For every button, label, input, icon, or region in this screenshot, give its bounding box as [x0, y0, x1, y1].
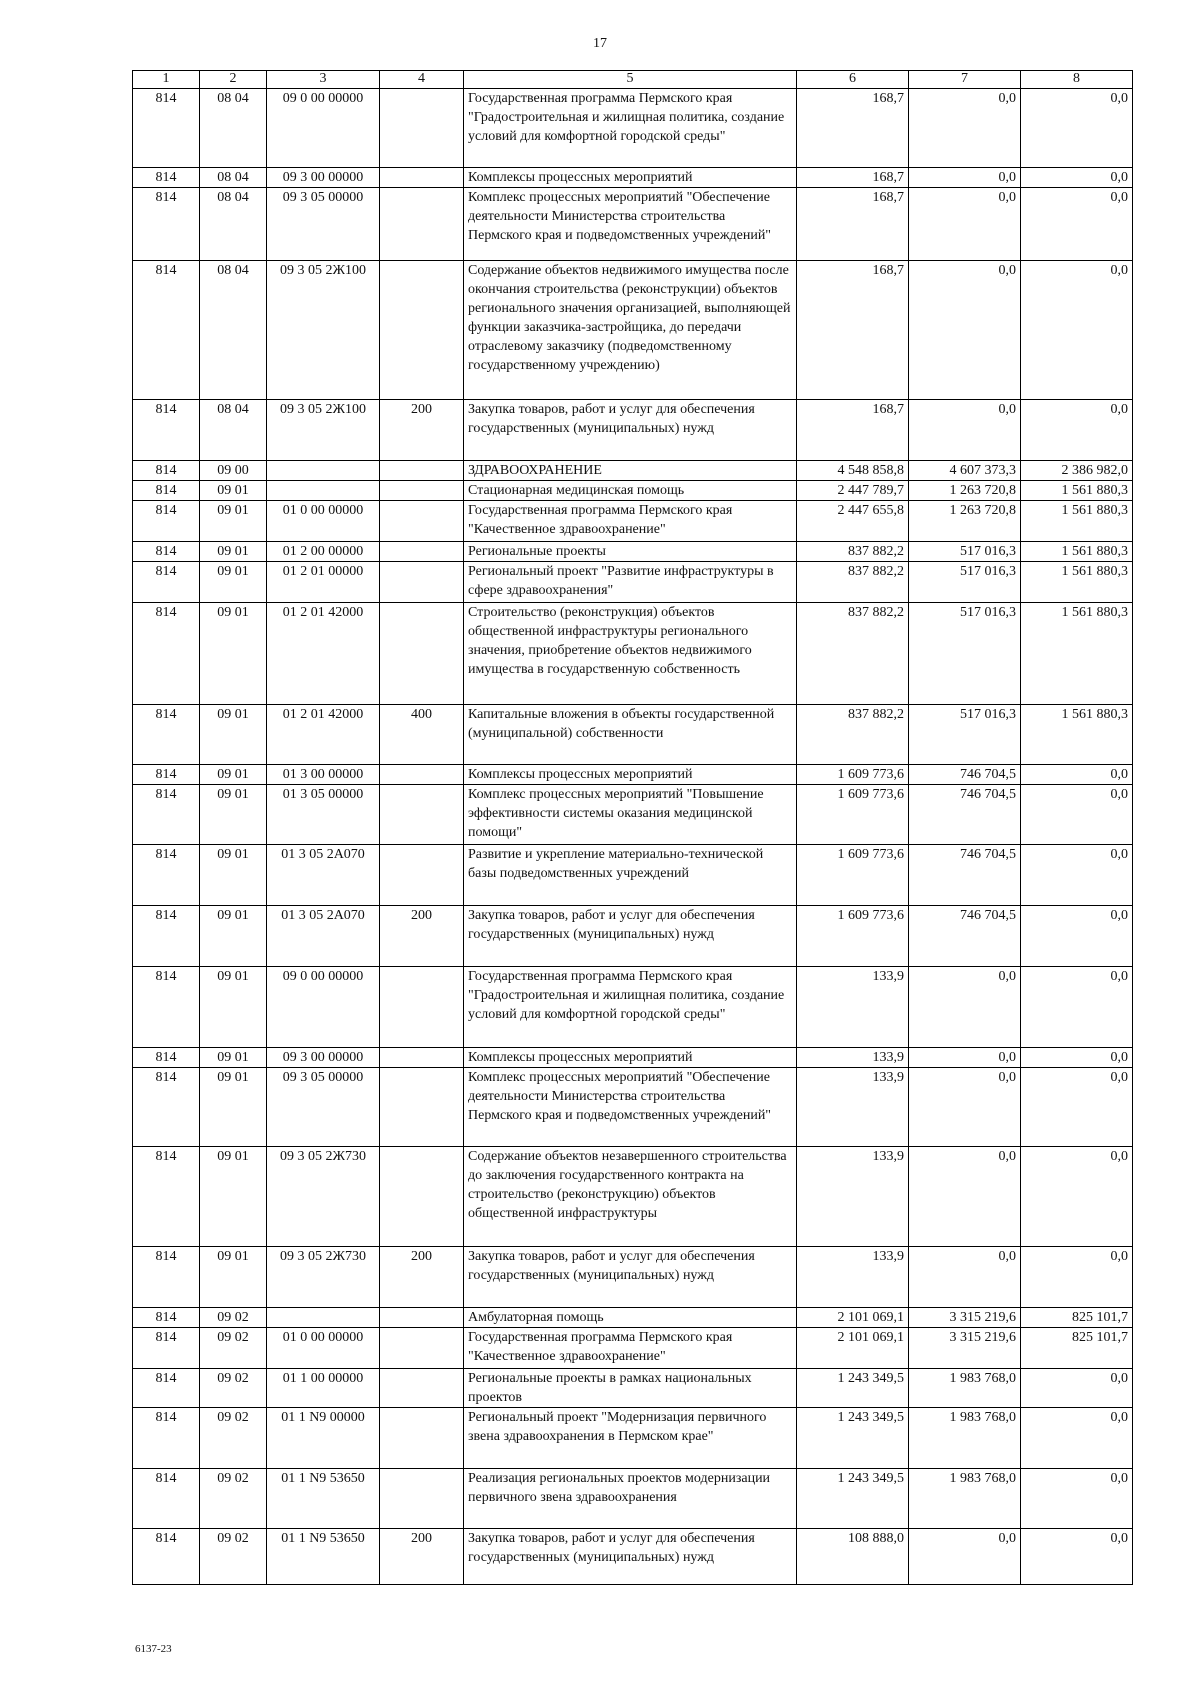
value-col7: 746 704,5 — [909, 845, 1021, 906]
item-name: Амбулаторная помощь — [464, 1308, 797, 1328]
expense-type — [380, 1308, 464, 1328]
section-code: 814 — [133, 188, 200, 261]
value-col8: 0,0 — [1021, 1469, 1133, 1529]
program-code: 09 3 05 2Ж100 — [267, 400, 380, 461]
item-name: Комплексы процессных мероприятий — [464, 168, 797, 188]
value-col7: 0,0 — [909, 400, 1021, 461]
expense-type — [380, 1408, 464, 1469]
item-name: Региональные проекты в рамках национальных проектов — [464, 1369, 797, 1408]
value-col7: 4 607 373,3 — [909, 461, 1021, 481]
item-name: Закупка товаров, работ и услуг для обеспечения государственных (муниципальных) нужд — [464, 400, 797, 461]
document-code: 6137-23 — [135, 1643, 172, 1655]
value-col6: 168,7 — [797, 168, 909, 188]
section-code: 814 — [133, 261, 200, 400]
column-header: 8 — [1021, 71, 1133, 89]
table-row — [133, 481, 1133, 501]
value-col6: 837 882,2 — [797, 705, 909, 765]
table-row — [133, 501, 1133, 542]
value-col6: 1 243 349,5 — [797, 1369, 909, 1408]
item-name: Закупка товаров, работ и услуг для обеспечения государственных (муниципальных) нужд — [464, 906, 797, 967]
value-col8: 1 561 880,3 — [1021, 481, 1133, 501]
subsection-code: 09 02 — [200, 1529, 267, 1585]
value-col7: 1 983 768,0 — [909, 1408, 1021, 1469]
program-code — [267, 481, 380, 501]
table-header-row — [133, 71, 1133, 89]
section-code: 814 — [133, 1369, 200, 1408]
value-col8: 1 561 880,3 — [1021, 603, 1133, 705]
subsection-code: 09 01 — [200, 765, 267, 785]
section-code: 814 — [133, 1247, 200, 1308]
item-name: Закупка товаров, работ и услуг для обеспечения государственных (муниципальных) нужд — [464, 1529, 797, 1585]
subsection-code: 09 01 — [200, 845, 267, 906]
table-row — [133, 400, 1133, 461]
expense-type: 400 — [380, 705, 464, 765]
item-name: Капитальные вложения в объекты государственной (муниципальной) собственности — [464, 705, 797, 765]
expense-type — [380, 188, 464, 261]
section-code: 814 — [133, 542, 200, 562]
value-col6: 168,7 — [797, 89, 909, 168]
value-col8: 0,0 — [1021, 400, 1133, 461]
value-col6: 133,9 — [797, 1048, 909, 1068]
expense-type — [380, 562, 464, 603]
table-row — [133, 1308, 1133, 1328]
value-col7: 0,0 — [909, 1529, 1021, 1585]
column-header: 1 — [133, 71, 200, 89]
expense-type — [380, 542, 464, 562]
column-header: 7 — [909, 71, 1021, 89]
table-row — [133, 705, 1133, 765]
program-code: 01 2 00 00000 — [267, 542, 380, 562]
value-col7: 0,0 — [909, 188, 1021, 261]
program-code: 01 0 00 00000 — [267, 501, 380, 542]
subsection-code: 09 01 — [200, 967, 267, 1048]
subsection-code: 08 04 — [200, 188, 267, 261]
item-name: Государственная программа Пермского края "Качественное здравоохранение" — [464, 1328, 797, 1369]
program-code: 01 2 01 42000 — [267, 603, 380, 705]
value-col8: 825 101,7 — [1021, 1308, 1133, 1328]
value-col8: 0,0 — [1021, 1369, 1133, 1408]
expense-type: 200 — [380, 400, 464, 461]
value-col6: 168,7 — [797, 400, 909, 461]
value-col8: 0,0 — [1021, 1068, 1133, 1147]
program-code: 09 3 05 2Ж730 — [267, 1247, 380, 1308]
subsection-code: 09 01 — [200, 1048, 267, 1068]
section-code: 814 — [133, 765, 200, 785]
value-col7: 0,0 — [909, 261, 1021, 400]
table-row — [133, 461, 1133, 481]
value-col8: 1 561 880,3 — [1021, 705, 1133, 765]
value-col6: 2 447 789,7 — [797, 481, 909, 501]
column-header: 3 — [267, 71, 380, 89]
program-code: 09 3 00 00000 — [267, 1048, 380, 1068]
expense-type — [380, 765, 464, 785]
value-col7: 0,0 — [909, 1147, 1021, 1247]
value-col8: 0,0 — [1021, 1147, 1133, 1247]
value-col8: 0,0 — [1021, 1247, 1133, 1308]
value-col6: 837 882,2 — [797, 603, 909, 705]
section-code: 814 — [133, 967, 200, 1048]
section-code: 814 — [133, 785, 200, 845]
section-code: 814 — [133, 603, 200, 705]
value-col6: 168,7 — [797, 188, 909, 261]
expense-type — [380, 967, 464, 1048]
value-col7: 517 016,3 — [909, 562, 1021, 603]
subsection-code: 09 01 — [200, 542, 267, 562]
value-col6: 168,7 — [797, 261, 909, 400]
item-name: Региональный проект "Модернизация первичного звена здравоохранения в Пермском крае" — [464, 1408, 797, 1469]
table-row — [133, 168, 1133, 188]
item-name: Стационарная медицинская помощь — [464, 481, 797, 501]
table-row — [133, 845, 1133, 906]
item-name: Комплекс процессных мероприятий "Повышение эффективности системы оказания медицинской помощи" — [464, 785, 797, 845]
expense-type — [380, 845, 464, 906]
program-code: 09 3 05 00000 — [267, 1068, 380, 1147]
table-row — [133, 1408, 1133, 1469]
item-name: Региональный проект "Развитие инфраструктуры в сфере здравоохранения" — [464, 562, 797, 603]
value-col6: 2 101 069,1 — [797, 1328, 909, 1369]
value-col6: 133,9 — [797, 1147, 909, 1247]
subsection-code: 09 01 — [200, 785, 267, 845]
value-col8: 0,0 — [1021, 1408, 1133, 1469]
table-row — [133, 188, 1133, 261]
section-code: 814 — [133, 705, 200, 765]
program-code: 01 1 00 00000 — [267, 1369, 380, 1408]
column-header: 6 — [797, 71, 909, 89]
subsection-code: 09 01 — [200, 1068, 267, 1147]
value-col7: 0,0 — [909, 1068, 1021, 1147]
expense-type — [380, 603, 464, 705]
program-code: 01 1 N9 53650 — [267, 1469, 380, 1529]
value-col7: 0,0 — [909, 168, 1021, 188]
item-name: Комплекс процессных мероприятий "Обеспечение деятельности Министерства строительства Пермского края и подведомственных учреждений" — [464, 1068, 797, 1147]
expense-type: 200 — [380, 906, 464, 967]
value-col7: 517 016,3 — [909, 705, 1021, 765]
program-code: 01 3 05 00000 — [267, 785, 380, 845]
subsection-code: 09 02 — [200, 1469, 267, 1529]
value-col6: 133,9 — [797, 967, 909, 1048]
value-col6: 1 609 773,6 — [797, 906, 909, 967]
table-row — [133, 562, 1133, 603]
program-code: 01 1 N9 00000 — [267, 1408, 380, 1469]
item-name: Закупка товаров, работ и услуг для обеспечения государственных (муниципальных) нужд — [464, 1247, 797, 1308]
section-code: 814 — [133, 1469, 200, 1529]
item-name: Развитие и укрепление материально-технической базы подведомственных учреждений — [464, 845, 797, 906]
table-row — [133, 261, 1133, 400]
section-code: 814 — [133, 1308, 200, 1328]
item-name: Комплексы процессных мероприятий — [464, 765, 797, 785]
subsection-code: 09 01 — [200, 481, 267, 501]
item-name: Комплексы процессных мероприятий — [464, 1048, 797, 1068]
subsection-code: 08 04 — [200, 168, 267, 188]
value-col8: 0,0 — [1021, 967, 1133, 1048]
value-col7: 1 983 768,0 — [909, 1469, 1021, 1529]
table-row — [133, 785, 1133, 845]
subsection-code: 09 02 — [200, 1308, 267, 1328]
table-body — [133, 89, 1133, 1585]
value-col7: 1 983 768,0 — [909, 1369, 1021, 1408]
expense-type — [380, 501, 464, 542]
program-code: 01 3 05 2А070 — [267, 845, 380, 906]
expense-type — [380, 168, 464, 188]
value-col6: 2 447 655,8 — [797, 501, 909, 542]
value-col6: 108 888,0 — [797, 1529, 909, 1585]
value-col7: 746 704,5 — [909, 765, 1021, 785]
subsection-code: 08 04 — [200, 89, 267, 168]
value-col6: 4 548 858,8 — [797, 461, 909, 481]
value-col8: 1 561 880,3 — [1021, 542, 1133, 562]
value-col6: 1 609 773,6 — [797, 845, 909, 906]
value-col6: 1 609 773,6 — [797, 765, 909, 785]
value-col8: 0,0 — [1021, 89, 1133, 168]
item-name: Реализация региональных проектов модернизации первичного звена здравоохранения — [464, 1469, 797, 1529]
value-col6: 837 882,2 — [797, 542, 909, 562]
program-code: 09 3 05 2Ж730 — [267, 1147, 380, 1247]
section-code: 814 — [133, 501, 200, 542]
item-name: ЗДРАВООХРАНЕНИЕ — [464, 461, 797, 481]
table-row — [133, 1068, 1133, 1147]
table-row — [133, 1048, 1133, 1068]
subsection-code: 09 02 — [200, 1408, 267, 1469]
value-col7: 1 263 720,8 — [909, 501, 1021, 542]
value-col7: 3 315 219,6 — [909, 1308, 1021, 1328]
subsection-code: 09 01 — [200, 603, 267, 705]
value-col7: 517 016,3 — [909, 603, 1021, 705]
expense-type — [380, 1048, 464, 1068]
subsection-code: 09 00 — [200, 461, 267, 481]
table-row — [133, 542, 1133, 562]
table-row — [133, 603, 1133, 705]
value-col6: 1 609 773,6 — [797, 785, 909, 845]
table-row — [133, 1369, 1133, 1408]
value-col8: 0,0 — [1021, 168, 1133, 188]
program-code: 09 0 00 00000 — [267, 89, 380, 168]
item-name: Строительство (реконструкция) объектов общественной инфраструктуры регионального значения, приобретение объектов недвижимого имущества в государственную собственность — [464, 603, 797, 705]
page-number: 17 — [593, 36, 607, 51]
subsection-code: 09 01 — [200, 501, 267, 542]
value-col7: 0,0 — [909, 1048, 1021, 1068]
expense-type — [380, 461, 464, 481]
table-row — [133, 967, 1133, 1048]
program-code: 01 0 00 00000 — [267, 1328, 380, 1369]
expense-type — [380, 785, 464, 845]
program-code: 09 3 00 00000 — [267, 168, 380, 188]
section-code: 814 — [133, 1068, 200, 1147]
value-col8: 0,0 — [1021, 785, 1133, 845]
value-col6: 133,9 — [797, 1247, 909, 1308]
value-col8: 1 561 880,3 — [1021, 562, 1133, 603]
expense-type: 200 — [380, 1247, 464, 1308]
value-col6: 1 243 349,5 — [797, 1408, 909, 1469]
value-col8: 0,0 — [1021, 765, 1133, 785]
value-col6: 1 243 349,5 — [797, 1469, 909, 1529]
value-col6: 837 882,2 — [797, 562, 909, 603]
expense-type — [380, 1068, 464, 1147]
item-name: Региональные проекты — [464, 542, 797, 562]
program-code: 09 3 05 00000 — [267, 188, 380, 261]
subsection-code: 09 01 — [200, 1147, 267, 1247]
item-name: Государственная программа Пермского края "Градостроительная и жилищная политика, создание условий для комфортной городской среды" — [464, 89, 797, 168]
program-code: 01 1 N9 53650 — [267, 1529, 380, 1585]
table-row — [133, 765, 1133, 785]
table-row — [133, 1328, 1133, 1369]
section-code: 814 — [133, 481, 200, 501]
table-row — [133, 89, 1133, 168]
item-name: Содержание объектов недвижимого имущества после окончания строительства (реконструкции) объектов регионального значения организацией, выполняющей функции заказчика-застройщика, до передачи отраслевому заказчику (подведомственному государственному учреждению) — [464, 261, 797, 400]
section-code: 814 — [133, 1048, 200, 1068]
expense-type: 200 — [380, 1529, 464, 1585]
section-code: 814 — [133, 906, 200, 967]
subsection-code: 09 01 — [200, 906, 267, 967]
item-name: Государственная программа Пермского края "Качественное здравоохранение" — [464, 501, 797, 542]
program-code: 01 3 05 2А070 — [267, 906, 380, 967]
value-col8: 825 101,7 — [1021, 1328, 1133, 1369]
value-col8: 0,0 — [1021, 1529, 1133, 1585]
value-col8: 0,0 — [1021, 845, 1133, 906]
table-row — [133, 1529, 1133, 1585]
expense-type — [380, 1369, 464, 1408]
column-header: 2 — [200, 71, 267, 89]
value-col8: 0,0 — [1021, 261, 1133, 400]
section-code: 814 — [133, 1328, 200, 1369]
table-row — [133, 906, 1133, 967]
subsection-code: 09 02 — [200, 1369, 267, 1408]
program-code: 09 3 05 2Ж100 — [267, 261, 380, 400]
value-col8: 2 386 982,0 — [1021, 461, 1133, 481]
section-code: 814 — [133, 1147, 200, 1247]
item-name: Государственная программа Пермского края "Градостроительная и жилищная политика, создание условий для комфортной городской среды" — [464, 967, 797, 1048]
value-col7: 746 704,5 — [909, 906, 1021, 967]
value-col8: 0,0 — [1021, 906, 1133, 967]
expense-type — [380, 89, 464, 168]
subsection-code: 08 04 — [200, 400, 267, 461]
subsection-code: 09 01 — [200, 562, 267, 603]
program-code: 01 2 01 00000 — [267, 562, 380, 603]
expense-type — [380, 261, 464, 400]
section-code: 814 — [133, 1529, 200, 1585]
section-code: 814 — [133, 562, 200, 603]
expense-type — [380, 1328, 464, 1369]
expense-type — [380, 481, 464, 501]
section-code: 814 — [133, 168, 200, 188]
section-code: 814 — [133, 1408, 200, 1469]
value-col7: 0,0 — [909, 967, 1021, 1048]
program-code: 01 3 00 00000 — [267, 765, 380, 785]
value-col6: 133,9 — [797, 1068, 909, 1147]
subsection-code: 09 02 — [200, 1328, 267, 1369]
program-code: 09 0 00 00000 — [267, 967, 380, 1048]
value-col7: 517 016,3 — [909, 542, 1021, 562]
expense-type — [380, 1147, 464, 1247]
item-name: Содержание объектов незавершенного строительства до заключения государственного контракта на строительство (реконструкцию) объектов общественной инфраструктуры — [464, 1147, 797, 1247]
subsection-code: 09 01 — [200, 705, 267, 765]
column-header: 5 — [464, 71, 797, 89]
program-code: 01 2 01 42000 — [267, 705, 380, 765]
section-code: 814 — [133, 461, 200, 481]
value-col7: 1 263 720,8 — [909, 481, 1021, 501]
table-row — [133, 1147, 1133, 1247]
section-code: 814 — [133, 400, 200, 461]
value-col8: 0,0 — [1021, 1048, 1133, 1068]
value-col7: 3 315 219,6 — [909, 1328, 1021, 1369]
value-col8: 0,0 — [1021, 188, 1133, 261]
value-col8: 1 561 880,3 — [1021, 501, 1133, 542]
subsection-code: 08 04 — [200, 261, 267, 400]
table-row — [133, 1469, 1133, 1529]
item-name: Комплекс процессных мероприятий "Обеспечение деятельности Министерства строительства Пермского края и подведомственных учреждений" — [464, 188, 797, 261]
value-col6: 2 101 069,1 — [797, 1308, 909, 1328]
program-code — [267, 1308, 380, 1328]
value-col7: 746 704,5 — [909, 785, 1021, 845]
section-code: 814 — [133, 89, 200, 168]
section-code: 814 — [133, 845, 200, 906]
expense-type — [380, 1469, 464, 1529]
value-col7: 0,0 — [909, 1247, 1021, 1308]
subsection-code: 09 01 — [200, 1247, 267, 1308]
program-code — [267, 461, 380, 481]
budget-table — [132, 70, 1133, 1585]
column-header: 4 — [380, 71, 464, 89]
value-col7: 0,0 — [909, 89, 1021, 168]
table-row — [133, 1247, 1133, 1308]
